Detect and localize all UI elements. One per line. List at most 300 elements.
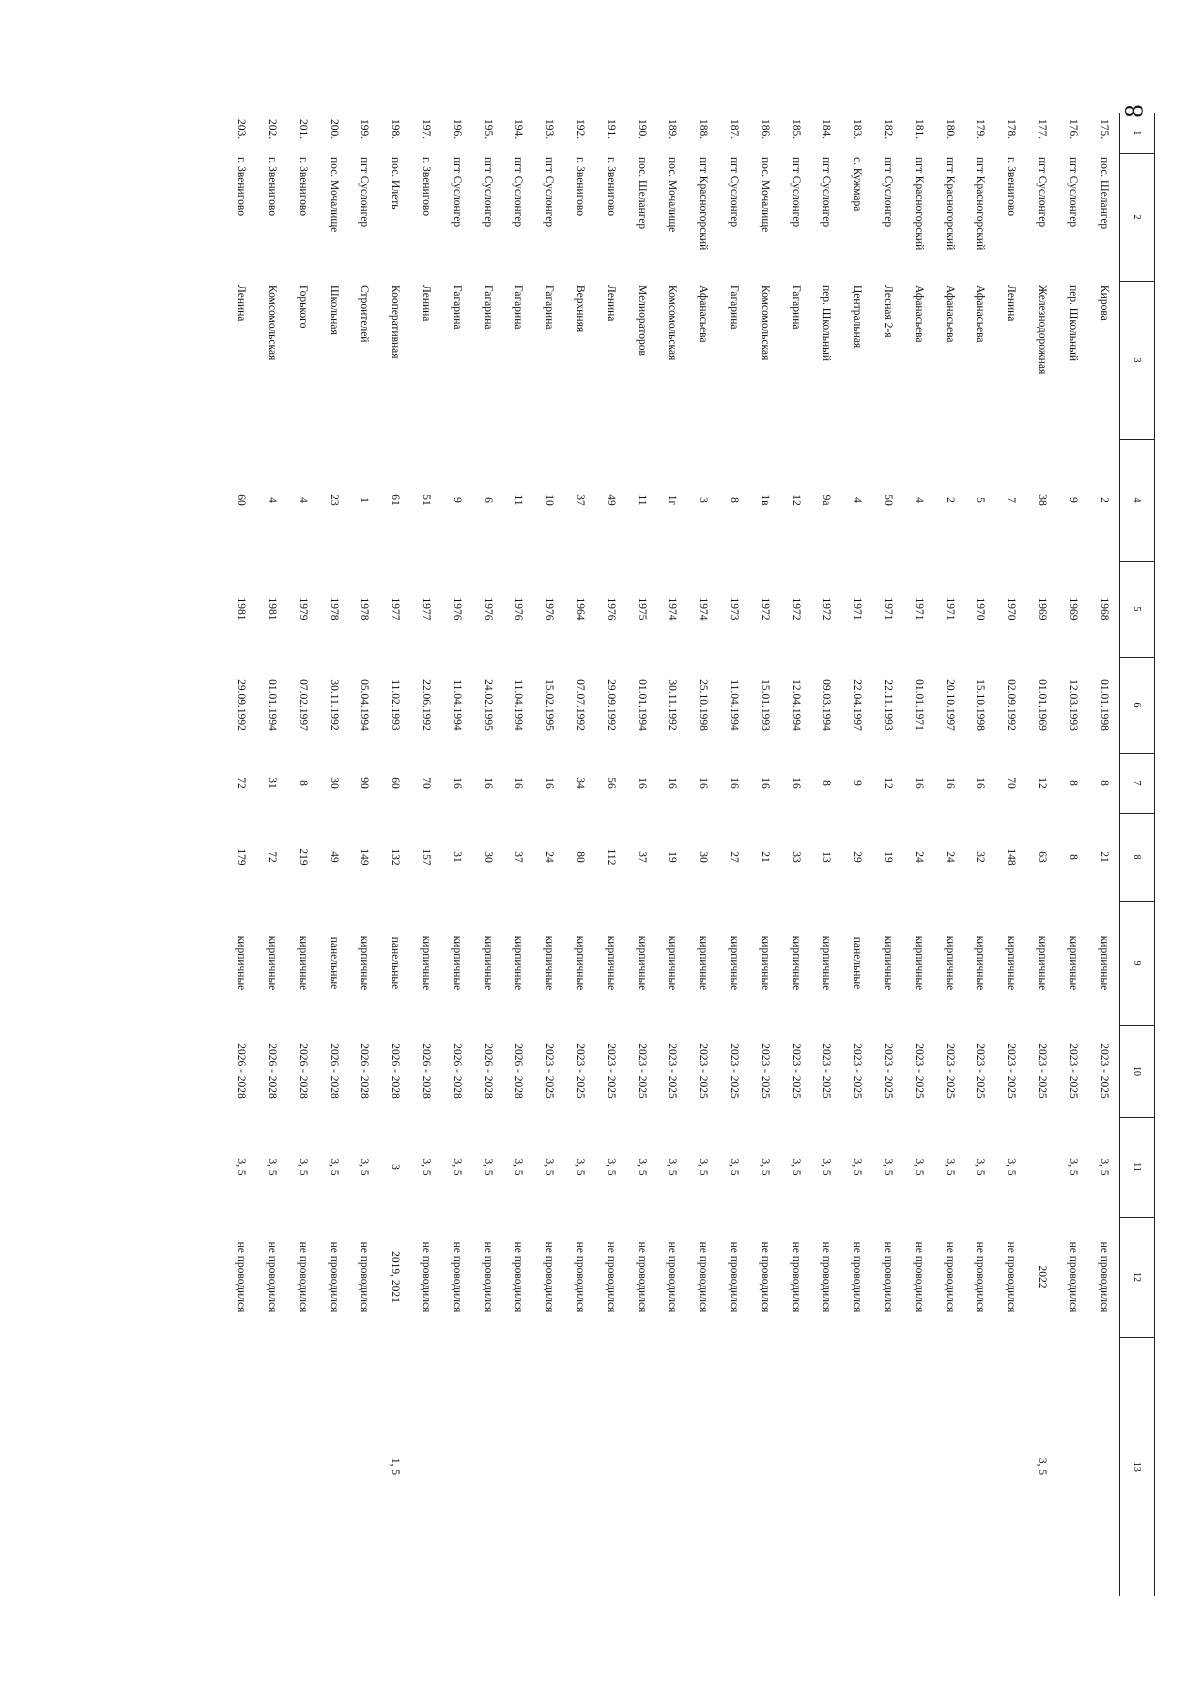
cell-settlement: пгт Суслонгер — [358, 157, 371, 228]
cell-value-11: 3, 5 — [789, 1158, 802, 1176]
cell-value-13 — [657, 1337, 688, 1596]
cell-value-8: 148 — [1005, 848, 1018, 866]
cell-period: 2026 - 2028 — [266, 1043, 279, 1099]
cell-value-7: 90 — [358, 777, 371, 789]
cell-period: 2026 - 2028 — [481, 1043, 494, 1099]
cell-house-number: 11 — [512, 494, 525, 506]
cell-period: 2023 - 2025 — [604, 1043, 617, 1099]
cell-build-year: 1975 — [635, 597, 648, 621]
cell-wall-material: кирпичные — [666, 935, 679, 991]
table-row — [565, 113, 596, 1596]
cell-house-number: 1в — [758, 494, 771, 506]
cell-value-8: 63 — [1036, 851, 1049, 863]
cell-date: 01.01.1969 — [1036, 679, 1049, 731]
cell-build-year: 1981 — [235, 597, 248, 621]
cell-period: 2023 - 2025 — [543, 1043, 556, 1099]
table-row — [903, 113, 934, 1596]
cell-street: пер. Школьный — [820, 285, 833, 361]
cell-value-12: не проводился — [266, 1241, 279, 1313]
cell-value-12: не проводился — [1066, 1241, 1079, 1313]
cell-wall-material: кирпичные — [974, 935, 987, 991]
cell-value-8: 112 — [604, 848, 617, 866]
table-row — [441, 113, 472, 1596]
cell-row-number: 201. — [296, 119, 309, 140]
cell-period: 2023 - 2025 — [574, 1043, 587, 1099]
cell-value-8: 24 — [912, 851, 925, 863]
cell-settlement: г. Звенигово — [296, 157, 309, 216]
cell-value-8: 49 — [327, 851, 340, 863]
cell-value-13-text: 3, 5 — [1036, 1457, 1049, 1476]
cell-period: 2026 - 2028 — [235, 1043, 248, 1099]
table-row — [996, 113, 1027, 1596]
cell-house-number: 1г — [666, 494, 679, 506]
cell-value-12: 2022 — [1036, 1265, 1049, 1289]
cell-value-11: 3, 5 — [512, 1158, 525, 1176]
cell-value-7: 31 — [266, 777, 279, 789]
cell-value-12: не проводился — [943, 1241, 956, 1313]
cell-value-13 — [380, 1337, 411, 1596]
cell-house-number: 6 — [481, 497, 494, 503]
cell-value-11: 3, 5 — [296, 1158, 309, 1176]
cell-date: 07.07.1992 — [574, 679, 587, 731]
cell-house-number: 7 — [1005, 497, 1018, 503]
cell-value-13 — [595, 1337, 626, 1596]
cell-wall-material: кирпичные — [512, 935, 525, 991]
cell-value-13 — [688, 1337, 719, 1596]
table-row — [811, 113, 842, 1596]
cell-house-number: 4 — [912, 497, 925, 503]
cell-value-7: 9 — [851, 780, 864, 786]
cell-value-11: 3, 5 — [1005, 1158, 1018, 1176]
table-row — [965, 113, 996, 1596]
cell-date: 15.10.1998 — [974, 679, 987, 731]
cell-settlement: с. Кужмара — [851, 157, 864, 212]
cell-house-number: 2 — [1097, 497, 1110, 503]
cell-street: Гагарина — [728, 285, 741, 330]
cell-build-year: 1974 — [666, 597, 679, 621]
cell-value-7: 30 — [327, 777, 340, 789]
cell-street: Ленина — [604, 285, 617, 322]
cell-value-8: 132 — [389, 848, 402, 866]
cell-build-year: 1969 — [1066, 597, 1079, 621]
cell-value-7: 16 — [543, 777, 556, 789]
cell-street: Гагарина — [512, 285, 525, 330]
cell-value-11: 3, 5 — [235, 1158, 248, 1176]
cell-period: 2023 - 2025 — [1066, 1043, 1079, 1099]
cell-wall-material: кирпичные — [912, 935, 925, 991]
cell-row-number: 196. — [450, 119, 463, 140]
cell-value-12: не проводился — [974, 1241, 987, 1313]
cell-street: Верхнняя — [574, 285, 587, 333]
cell-period: 2023 - 2025 — [851, 1043, 864, 1099]
table-row — [411, 113, 442, 1596]
cell-period: 2023 - 2025 — [789, 1043, 802, 1099]
cell-value-12: не проводился — [851, 1241, 864, 1313]
cell-value-11: 3, 5 — [481, 1158, 494, 1176]
cell-wall-material: кирпичные — [882, 935, 895, 991]
cell-row-number: 179. — [974, 119, 987, 140]
cell-value-7: 16 — [758, 777, 771, 789]
cell-value-8: 37 — [512, 851, 525, 863]
table-row — [873, 113, 904, 1596]
cell-value-11 — [1027, 1117, 1058, 1217]
cell-value-13 — [626, 1337, 657, 1596]
cell-value-11: 3, 5 — [974, 1158, 987, 1176]
cell-value-13 — [842, 1337, 873, 1596]
table-row — [1088, 113, 1119, 1596]
cell-street: Центральная — [851, 285, 864, 349]
cell-settlement: пгт Суслонгер — [512, 157, 525, 228]
cell-date: 09.03.1994 — [820, 679, 833, 731]
cell-row-number: 178. — [1005, 119, 1018, 140]
cell-value-11: 3, 5 — [327, 1158, 340, 1176]
cell-wall-material: кирпичные — [543, 935, 556, 991]
cell-value-11: 3, 5 — [1097, 1158, 1110, 1176]
cell-settlement: пос. Илеть — [389, 157, 402, 210]
cell-house-number: 61 — [389, 494, 402, 506]
cell-value-13 — [1088, 1337, 1119, 1596]
cell-build-year: 1976 — [481, 597, 494, 621]
cell-wall-material: кирпичные — [1005, 935, 1018, 991]
cell-period: 2023 - 2025 — [820, 1043, 833, 1099]
cell-settlement: пгт Суслонгер — [789, 157, 802, 228]
cell-row-number: 190. — [635, 119, 648, 140]
cell-date: 30.11.1992 — [666, 679, 679, 731]
cell-date: 12.04.1994 — [789, 679, 802, 731]
cell-value-8: 19 — [882, 851, 895, 863]
cell-value-13 — [1027, 1337, 1058, 1596]
cell-period: 2023 - 2025 — [666, 1043, 679, 1099]
cell-date: 01.01.1971 — [912, 679, 925, 731]
cell-settlement: г. Звенигово — [266, 157, 279, 216]
cell-row-number: 197. — [420, 119, 433, 140]
cell-row-number: 192. — [574, 119, 587, 140]
cell-street: Афанасьева — [943, 285, 956, 343]
column-header-7: 7 — [1120, 753, 1155, 813]
cell-value-8: 19 — [666, 851, 679, 863]
cell-value-11: 3, 5 — [666, 1158, 679, 1176]
cell-value-11: 3, 5 — [1066, 1158, 1079, 1176]
cell-settlement: пгт Красногорский — [697, 157, 710, 251]
cell-wall-material: кирпичные — [420, 935, 433, 991]
cell-row-number: 202. — [266, 119, 279, 140]
cell-value-8: 30 — [697, 851, 710, 863]
cell-value-13 — [811, 1337, 842, 1596]
cell-house-number: 9а — [820, 494, 833, 506]
page-number: 8 — [1119, 104, 1149, 118]
table-body — [226, 113, 1120, 1596]
cell-street: Кооперативная — [389, 285, 402, 359]
cell-value-7: 16 — [666, 777, 679, 789]
cell-date: 12.03.1993 — [1066, 679, 1079, 731]
cell-row-number: 185. — [789, 119, 802, 140]
cell-house-number: 38 — [1036, 494, 1049, 506]
cell-value-7: 8 — [1097, 780, 1110, 786]
cell-date: 11.04.1994 — [728, 679, 741, 731]
table-row — [626, 113, 657, 1596]
cell-wall-material: кирпичные — [266, 935, 279, 991]
cell-value-12: не проводился — [912, 1241, 925, 1313]
cell-build-year: 1972 — [758, 597, 771, 621]
cell-street: Школьная — [327, 285, 340, 335]
cell-value-7: 8 — [1066, 780, 1079, 786]
cell-street: Ленина — [1005, 285, 1018, 322]
cell-build-year: 1971 — [912, 597, 925, 621]
table-row — [503, 113, 534, 1596]
cell-build-year: 1976 — [543, 597, 556, 621]
cell-house-number: 2 — [943, 497, 956, 503]
cell-value-7: 60 — [389, 777, 402, 789]
cell-build-year: 1969 — [1036, 597, 1049, 621]
cell-value-11: 3, 5 — [450, 1158, 463, 1176]
column-header-12: 12 — [1120, 1217, 1155, 1337]
cell-settlement: пгт Суслонгер — [543, 157, 556, 228]
cell-build-year: 1972 — [820, 597, 833, 621]
cell-value-12: не проводился — [1005, 1241, 1018, 1313]
cell-date: 25.10.1998 — [697, 679, 710, 731]
cell-value-7: 70 — [1005, 777, 1018, 789]
cell-settlement: г. Звенигово — [574, 157, 587, 216]
cell-row-number: 186. — [758, 119, 771, 140]
cell-settlement: пгт Суслонгер — [820, 157, 833, 228]
cell-date: 02.09.1992 — [1005, 679, 1018, 731]
cell-value-7: 16 — [635, 777, 648, 789]
cell-date: 20.10.1997 — [943, 679, 956, 731]
table-row — [595, 113, 626, 1596]
cell-date: 11.04.1994 — [450, 679, 463, 731]
cell-wall-material: кирпичные — [1036, 935, 1049, 991]
cell-house-number: 23 — [327, 494, 340, 506]
cell-wall-material: кирпичные — [296, 935, 309, 991]
table-row — [688, 113, 719, 1596]
cell-value-8: 179 — [235, 848, 248, 866]
cell-wall-material: кирпичные — [943, 935, 956, 991]
cell-row-number: 175. — [1097, 119, 1110, 140]
cell-value-7: 34 — [574, 777, 587, 789]
cell-row-number: 198. — [389, 119, 402, 140]
cell-date: 22.11.1993 — [882, 679, 895, 731]
cell-wall-material: кирпичные — [574, 935, 587, 991]
cell-street: Афанасьева — [697, 285, 710, 343]
cell-value-8: 24 — [543, 851, 556, 863]
cell-wall-material: кирпичные — [697, 935, 710, 991]
cell-date: 15.02.1995 — [543, 679, 556, 731]
cell-wall-material: кирпичные — [758, 935, 771, 991]
cell-value-11: 3, 5 — [420, 1158, 433, 1176]
cell-house-number: 8 — [728, 497, 741, 503]
cell-value-13 — [965, 1337, 996, 1596]
cell-date: 29.09.1992 — [604, 679, 617, 731]
cell-date: 30.11.1992 — [327, 679, 340, 731]
cell-wall-material: кирпичные — [820, 935, 833, 991]
cell-value-12: не проводился — [820, 1241, 833, 1313]
cell-value-11: 3, 5 — [697, 1158, 710, 1176]
cell-street: Гагарина — [481, 285, 494, 330]
cell-value-12: не проводился — [789, 1241, 802, 1313]
column-header-3: 3 — [1120, 281, 1155, 439]
cell-build-year: 1970 — [974, 597, 987, 621]
cell-settlement: пгт Суслонгер — [882, 157, 895, 228]
cell-build-year: 1977 — [389, 597, 402, 621]
table-row — [842, 113, 873, 1596]
table-row — [719, 113, 750, 1596]
cell-period: 2023 - 2025 — [728, 1043, 741, 1099]
cell-street: Кирова — [1097, 285, 1110, 321]
cell-value-13 — [934, 1337, 965, 1596]
column-header-13: 13 — [1120, 1337, 1155, 1596]
cell-value-7: 12 — [882, 777, 895, 789]
cell-date: 29.09.1992 — [235, 679, 248, 731]
cell-build-year: 1964 — [574, 597, 587, 621]
cell-period: 2023 - 2025 — [1097, 1043, 1110, 1099]
cell-value-12: не проводился — [481, 1241, 494, 1313]
cell-period: 2026 - 2028 — [296, 1043, 309, 1099]
cell-house-number: 5 — [974, 497, 987, 503]
column-header-5: 5 — [1120, 561, 1155, 657]
cell-date: 01.01.1998 — [1097, 679, 1110, 731]
column-header-10: 10 — [1120, 1025, 1155, 1117]
cell-value-13 — [719, 1337, 750, 1596]
cell-value-12: не проводился — [882, 1241, 895, 1313]
cell-settlement: пгт Суслонгер — [728, 157, 741, 228]
cell-value-11: 3, 5 — [728, 1158, 741, 1176]
cell-value-11: 3, 5 — [758, 1158, 771, 1176]
cell-house-number: 4 — [296, 497, 309, 503]
cell-value-12: не проводился — [1097, 1241, 1110, 1313]
cell-value-7: 16 — [450, 777, 463, 789]
table-row — [257, 113, 288, 1596]
cell-value-12: не проводился — [574, 1241, 587, 1313]
table-row — [380, 113, 411, 1596]
cell-value-12: не проводился — [450, 1241, 463, 1313]
cell-period: 2023 - 2025 — [974, 1043, 987, 1099]
cell-house-number: 10 — [543, 494, 556, 506]
cell-wall-material: кирпичные — [358, 935, 371, 991]
cell-value-7: 8 — [820, 780, 833, 786]
cell-street: Лесная 2-я — [882, 285, 895, 338]
cell-value-11: 3, 5 — [574, 1158, 587, 1176]
cell-house-number: 12 — [789, 494, 802, 506]
cell-build-year: 1978 — [358, 597, 371, 621]
cell-build-year: 1971 — [943, 597, 956, 621]
cell-period: 2023 - 2025 — [1036, 1043, 1049, 1099]
cell-wall-material: панельные — [851, 936, 864, 990]
cell-street: Горького — [296, 285, 309, 329]
cell-period: 2023 - 2025 — [943, 1043, 956, 1099]
cell-value-8: 21 — [758, 851, 771, 863]
cell-row-number: 188. — [697, 119, 710, 140]
cell-house-number: 3 — [697, 497, 710, 503]
cell-value-12: не проводился — [358, 1241, 371, 1313]
cell-wall-material: панельные — [327, 936, 340, 990]
cell-row-number: 194. — [512, 119, 525, 140]
cell-value-7: 16 — [728, 777, 741, 789]
cell-value-13 — [411, 1337, 442, 1596]
table-row — [749, 113, 780, 1596]
cell-row-number: 176. — [1066, 119, 1079, 140]
cell-settlement: пгт Суслонгер — [481, 157, 494, 228]
cell-street: пер. Школьный — [1066, 285, 1079, 361]
cell-date: 22.04.1997 — [851, 679, 864, 731]
cell-value-7: 12 — [1036, 777, 1049, 789]
column-header-4: 4 — [1120, 439, 1155, 561]
cell-period: 2023 - 2025 — [758, 1043, 771, 1099]
housing-table — [226, 113, 1155, 1596]
cell-value-7: 56 — [604, 777, 617, 789]
cell-value-8: 32 — [974, 851, 987, 863]
cell-value-12: не проводился — [543, 1241, 556, 1313]
cell-value-13 — [534, 1337, 565, 1596]
cell-wall-material: кирпичные — [235, 935, 248, 991]
cell-wall-material: кирпичные — [481, 935, 494, 991]
cell-wall-material: панельные — [389, 936, 402, 990]
cell-date: 11.04.1994 — [512, 679, 525, 731]
cell-street: Афанасьева — [912, 285, 925, 343]
cell-period: 2026 - 2028 — [420, 1043, 433, 1099]
cell-settlement: пос. Мочалище — [666, 157, 679, 233]
cell-value-8: 29 — [851, 851, 864, 863]
cell-row-number: 203. — [235, 119, 248, 140]
cell-period: 2023 - 2025 — [635, 1043, 648, 1099]
cell-row-number: 199. — [358, 119, 371, 140]
cell-value-11: 3, 5 — [882, 1158, 895, 1176]
table-row — [657, 113, 688, 1596]
cell-build-year: 1968 — [1097, 597, 1110, 621]
cell-street: Комсомольская — [266, 285, 279, 361]
cell-row-number: 200. — [327, 119, 340, 140]
cell-wall-material: кирпичные — [635, 935, 648, 991]
cell-settlement: г. Звенигово — [1005, 157, 1018, 216]
cell-value-8: 8 — [1066, 854, 1079, 860]
cell-settlement: г. Звенигово — [604, 157, 617, 216]
cell-value-11: 3, 5 — [266, 1158, 279, 1176]
cell-house-number: 50 — [882, 494, 895, 506]
cell-value-7: 70 — [420, 777, 433, 789]
cell-value-7: 16 — [943, 777, 956, 789]
cell-value-8: 33 — [789, 851, 802, 863]
cell-street: Мелиораторов — [635, 285, 648, 356]
cell-value-13 — [1057, 1337, 1088, 1596]
cell-value-11: 3, 5 — [851, 1158, 864, 1176]
cell-settlement: пос. Мочалище — [758, 157, 771, 233]
cell-street: Строителей — [358, 285, 371, 343]
cell-value-12: не проводился — [327, 1241, 340, 1313]
table-row — [1057, 113, 1088, 1596]
cell-street: Ленина — [235, 285, 248, 322]
table-row — [780, 113, 811, 1596]
cell-period: 2026 - 2028 — [512, 1043, 525, 1099]
cell-value-8: 31 — [450, 851, 463, 863]
table-row — [318, 113, 349, 1596]
cell-value-7: 72 — [235, 777, 248, 789]
cell-date: 05.04.1994 — [358, 679, 371, 731]
cell-house-number: 9 — [1066, 497, 1079, 503]
cell-street: Комсомольская — [758, 285, 771, 361]
cell-value-7: 16 — [912, 777, 925, 789]
cell-value-11: 3, 5 — [635, 1158, 648, 1176]
cell-wall-material: кирпичные — [604, 935, 617, 991]
cell-row-number: 187. — [728, 119, 741, 140]
cell-period: 2026 - 2028 — [358, 1043, 371, 1099]
cell-value-11: 3, 5 — [604, 1158, 617, 1176]
cell-row-number: 195. — [481, 119, 494, 140]
cell-build-year: 1981 — [266, 597, 279, 621]
cell-street: Комсомольская — [666, 285, 679, 361]
cell-value-11: 3, 5 — [912, 1158, 925, 1176]
cell-value-13 — [565, 1337, 596, 1596]
cell-period: 2026 - 2028 — [389, 1043, 402, 1099]
cell-row-number: 182. — [882, 119, 895, 140]
